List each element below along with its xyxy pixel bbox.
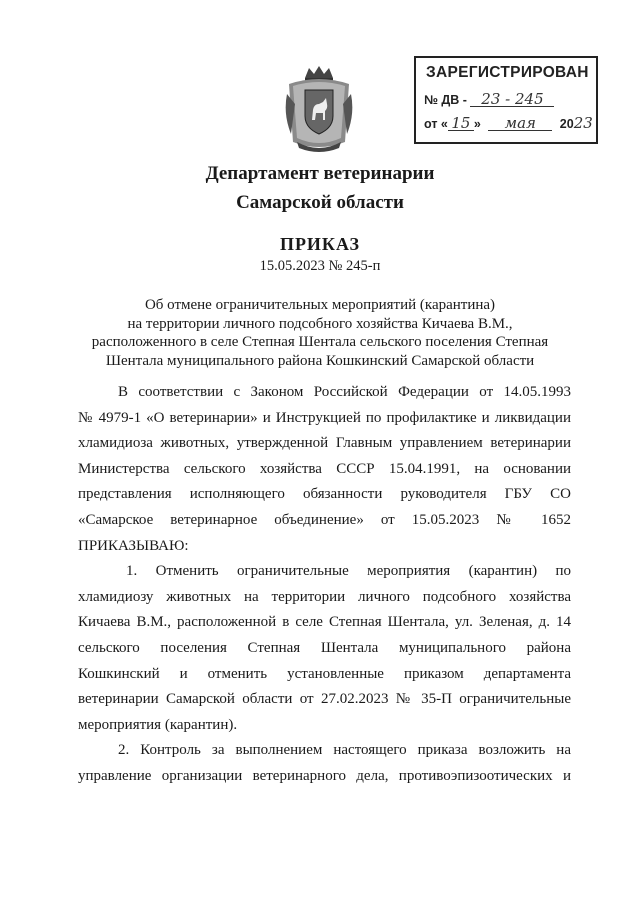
stamp-title: ЗАРЕГИСТРИРОВАН bbox=[426, 64, 589, 81]
order-subject bbox=[60, 296, 580, 370]
item-1-line: мероприятия (карантин). bbox=[78, 716, 238, 733]
order-title: ПРИКАЗ bbox=[279, 234, 361, 254]
subject-line: расположенного в селе Степная Шентала сельского поселения Степная bbox=[91, 334, 549, 350]
preamble-line-decree: ПРИКАЗЫВАЮ: bbox=[78, 537, 189, 554]
preamble-line: «Самарское ветеринарное объединение» от 15.05.2023 № 1652 bbox=[78, 511, 571, 528]
item-2-line: управление организации ветеринарного дела, противоэпизоотических и bbox=[78, 767, 571, 784]
department-name-line-2: Самарской области bbox=[236, 192, 404, 213]
preamble-line: В соответствии с Законом Российской Федерации от 14.05.1993 bbox=[118, 384, 571, 400]
registration-stamp bbox=[414, 56, 598, 144]
subject-line: Шентала муниципального района Кошкинский Самарской области bbox=[105, 352, 535, 369]
item-1-line: ветеринарии Самарской области от 27.02.2023 № 35-П ограничительные bbox=[78, 691, 571, 708]
preamble-line: Министерства сельского хозяйства СССР 15.04.1991, на основании bbox=[78, 460, 571, 477]
item-2-line: 2. Контроль за выполнением настоящего приказа возложить на bbox=[118, 742, 571, 759]
stamp-date-day: 15 bbox=[448, 116, 474, 131]
stamp-year-printed: 20 bbox=[559, 117, 574, 131]
subject-line: на территории личного подсобного хозяйства Кичаева В.М., bbox=[127, 315, 513, 332]
stamp-date-mid: » bbox=[473, 117, 481, 131]
subject-line: Об отмене ограничительных мероприятий (карантина) bbox=[144, 297, 496, 313]
item-1-line: сельского поселения Степная Шентала муниципального района bbox=[78, 639, 571, 656]
item-1-line: 1. Отменить ограничительные мероприятия (карантин) по bbox=[126, 563, 571, 580]
item-1-line: хламидиозу животных на территории личного подсобного хозяйства bbox=[78, 588, 571, 605]
preamble-line: хламидиоза животных, утвержденной Главным управлением ветеринарии bbox=[78, 435, 571, 452]
stamp-date-prefix: от « bbox=[424, 117, 448, 131]
stamp-number-label: № ДВ - bbox=[424, 93, 467, 107]
preamble-line: представления исполняющего обязанности руководителя ГБУ СО bbox=[78, 486, 571, 503]
coat-of-arms-icon bbox=[283, 64, 355, 154]
stamp-number-line bbox=[424, 92, 554, 107]
order-number: 15.05.2023 № 245-п bbox=[259, 258, 381, 274]
item-1-line: Кошкинский и отменить установленные приказом департамента bbox=[78, 665, 571, 682]
preamble-line: № 4979-1 «О ветеринарии» и Инструкцией по профилактике и ликвидации bbox=[78, 409, 571, 426]
stamp-date-month: мая bbox=[488, 116, 552, 131]
department-name-line-1: Департамент ветеринарии bbox=[205, 163, 435, 184]
order-body bbox=[78, 380, 571, 790]
stamp-number-handwritten: 23 - 245 bbox=[470, 92, 554, 107]
stamp-year-handwritten: 23 bbox=[573, 114, 593, 132]
item-1-line: Кичаева В.М., расположенной в селе Степная Шентала, ул. Зеленая, д. 14 bbox=[78, 614, 571, 631]
stamp-date-line bbox=[424, 116, 593, 131]
